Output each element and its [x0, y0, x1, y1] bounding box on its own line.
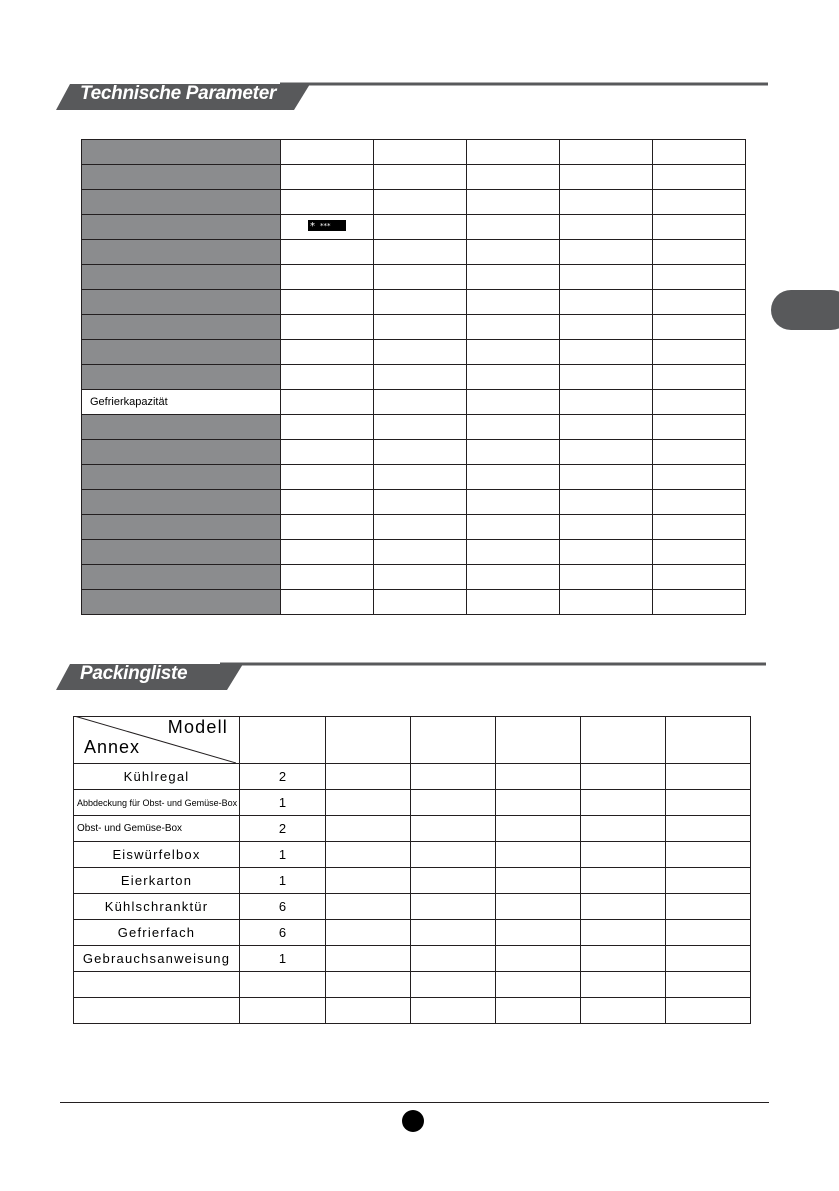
section-banner-packing: [0, 660, 770, 692]
tech-value-cell: [281, 490, 374, 515]
packing-row: [74, 764, 751, 790]
tech-row: [82, 415, 746, 440]
tech-value-cell: [467, 465, 560, 490]
tech-value-cell: [374, 415, 467, 440]
tech-value-cell: [467, 415, 560, 440]
tech-row-label: [82, 265, 281, 290]
tech-value-cell: [281, 190, 374, 215]
packing-empty-cell: [496, 998, 581, 1024]
packing-item-qty: 1: [240, 868, 326, 894]
tech-value-cell: [653, 515, 746, 540]
tech-value-cell: [467, 565, 560, 590]
tech-value-cell: [281, 565, 374, 590]
tech-value-cell: [560, 165, 653, 190]
packing-empty-cell: [666, 868, 751, 894]
tech-value-cell: [374, 565, 467, 590]
tech-value-cell: [281, 215, 374, 240]
tech-row-label: [82, 215, 281, 240]
tech-value-cell: [467, 140, 560, 165]
tech-value-cell: [560, 415, 653, 440]
tech-value-cell: [467, 540, 560, 565]
technical-parameters-table: [81, 139, 746, 615]
packing-row: [74, 920, 751, 946]
tech-row: [82, 140, 746, 165]
tech-value-cell: [467, 515, 560, 540]
tech-row-label: Gefrierkapazität: [82, 390, 281, 415]
packing-empty-cell: [411, 972, 496, 998]
packing-item-qty: 1: [240, 790, 326, 816]
packing-empty-cell: [581, 972, 666, 998]
packing-empty-cell: [326, 998, 411, 1024]
tech-value-cell: [653, 365, 746, 390]
tech-value-cell: [374, 540, 467, 565]
tech-value-cell: [560, 240, 653, 265]
tech-value-cell: [281, 415, 374, 440]
packing-empty-cell: [411, 946, 496, 972]
packing-item-qty: 6: [240, 894, 326, 920]
tech-row: [82, 240, 746, 265]
tech-value-cell: [467, 290, 560, 315]
tech-row-label: [82, 515, 281, 540]
tech-value-cell: [467, 390, 560, 415]
tech-value-cell: [374, 590, 467, 615]
tech-value-cell: [374, 390, 467, 415]
freezer-star-rating-icon: [308, 220, 346, 234]
packing-empty-cell: [666, 764, 751, 790]
tech-row-label: [82, 465, 281, 490]
tech-value-cell: [281, 290, 374, 315]
tech-row: [82, 490, 746, 515]
packing-empty-cell: [496, 920, 581, 946]
tech-value-cell: [467, 165, 560, 190]
packing-item-qty: [240, 972, 326, 998]
tech-value-cell: [281, 340, 374, 365]
tech-row: [82, 290, 746, 315]
tech-value-cell: [374, 365, 467, 390]
packing-row: [74, 842, 751, 868]
packing-empty-cell: [496, 972, 581, 998]
tech-value-cell: [560, 265, 653, 290]
packing-empty-cell: [496, 868, 581, 894]
tech-value-cell: [374, 215, 467, 240]
tech-value-cell: [560, 190, 653, 215]
tech-value-cell: [653, 490, 746, 515]
tech-value-cell: [281, 590, 374, 615]
tech-row: [82, 340, 746, 365]
model-column-header: [666, 717, 751, 764]
packing-empty-cell: [666, 790, 751, 816]
packing-row: [74, 790, 751, 816]
tech-value-cell: [560, 515, 653, 540]
tech-value-cell: [560, 490, 653, 515]
packing-empty-cell: [581, 946, 666, 972]
tech-value-cell: [467, 240, 560, 265]
model-column-header: [581, 717, 666, 764]
tech-value-cell: [653, 165, 746, 190]
packing-empty-cell: [581, 842, 666, 868]
tech-row-label: [82, 340, 281, 365]
packing-empty-cell: [411, 790, 496, 816]
packing-empty-cell: [666, 946, 751, 972]
header-corner-cell: [74, 717, 240, 764]
tech-value-cell: [653, 190, 746, 215]
packing-empty-cell: [581, 790, 666, 816]
tech-value-cell: [467, 315, 560, 340]
tech-value-cell: [281, 515, 374, 540]
tech-value-cell: [281, 315, 374, 340]
tech-value-cell: [560, 340, 653, 365]
packing-empty-cell: [666, 920, 751, 946]
packing-item-name: [74, 998, 240, 1024]
tech-value-cell: [560, 365, 653, 390]
packing-empty-cell: [496, 816, 581, 842]
packing-item-name: Kühlregal: [74, 764, 240, 790]
tech-value-cell: [281, 540, 374, 565]
tech-row: [82, 565, 746, 590]
tech-value-cell: [374, 515, 467, 540]
packing-empty-cell: [666, 816, 751, 842]
tech-value-cell: [653, 390, 746, 415]
tech-value-cell: [467, 340, 560, 365]
tech-value-cell: [467, 365, 560, 390]
tech-row-label: [82, 590, 281, 615]
tech-value-cell: [281, 265, 374, 290]
tech-value-cell: [653, 315, 746, 340]
tech-value-cell: [560, 590, 653, 615]
tech-value-cell: [281, 390, 374, 415]
tech-row-label: [82, 190, 281, 215]
packing-item-name: Obst- und Gemüse-Box: [74, 816, 240, 842]
tech-row: [82, 465, 746, 490]
tech-row: [82, 165, 746, 190]
tech-value-cell: [560, 140, 653, 165]
tech-row-label: [82, 540, 281, 565]
packing-empty-cell: [411, 764, 496, 790]
packing-empty-cell: [326, 868, 411, 894]
tech-value-cell: [374, 315, 467, 340]
tech-value-cell: [467, 490, 560, 515]
packing-item-name: [74, 972, 240, 998]
packing-empty-cell: [326, 816, 411, 842]
packing-item-qty: 1: [240, 946, 326, 972]
packing-item-name: Eierkarton: [74, 868, 240, 894]
tech-value-cell: [374, 440, 467, 465]
packing-item-name: Gefrierfach: [74, 920, 240, 946]
tech-value-cell: [560, 215, 653, 240]
packing-empty-cell: [326, 842, 411, 868]
packing-row: [74, 816, 751, 842]
tech-row-label: [82, 240, 281, 265]
tech-value-cell: [653, 340, 746, 365]
tech-value-cell: [281, 165, 374, 190]
packing-item-name: Abbdeckung für Obst- und Gemüse-Box: [74, 790, 240, 816]
packing-item-qty: [240, 998, 326, 1024]
packing-item-name: Eiswürfelbox: [74, 842, 240, 868]
side-tab-marker: [771, 290, 839, 330]
packing-empty-cell: [411, 816, 496, 842]
tech-value-cell: [374, 265, 467, 290]
tech-row-label: [82, 140, 281, 165]
tech-row: [82, 440, 746, 465]
tech-value-cell: [467, 440, 560, 465]
tech-value-cell: [653, 240, 746, 265]
packing-empty-cell: [666, 998, 751, 1024]
packing-item-name: Gebrauchsanweisung: [74, 946, 240, 972]
tech-row: [82, 590, 746, 615]
packing-header-row: [74, 717, 751, 764]
packing-list-table: [73, 716, 751, 1024]
tech-value-cell: [560, 565, 653, 590]
packing-empty-cell: [411, 868, 496, 894]
tech-row: [82, 265, 746, 290]
tech-value-cell: [653, 565, 746, 590]
tech-row-label: [82, 440, 281, 465]
section-title-packing: Packingliste: [80, 663, 188, 684]
svg-text:***: ***: [320, 222, 331, 230]
tech-row-label: [82, 490, 281, 515]
tech-value-cell: [467, 590, 560, 615]
section-banner-technical: [0, 80, 770, 112]
tech-value-cell: [374, 190, 467, 215]
header-annex: Annex: [84, 737, 141, 757]
packing-row: [74, 946, 751, 972]
tech-row-label: [82, 415, 281, 440]
packing-empty-cell: [326, 920, 411, 946]
model-column-header: [240, 717, 326, 764]
tech-value-cell: [281, 365, 374, 390]
tech-value-cell: [374, 290, 467, 315]
packing-empty-cell: [326, 894, 411, 920]
packing-empty-cell: [496, 790, 581, 816]
tech-value-cell: [653, 140, 746, 165]
packing-row: [74, 998, 751, 1024]
tech-row-label: [82, 315, 281, 340]
tech-row-label: [82, 165, 281, 190]
tech-row: [82, 365, 746, 390]
tech-value-cell: [653, 440, 746, 465]
packing-item-qty: 6: [240, 920, 326, 946]
tech-value-cell: [560, 540, 653, 565]
tech-value-cell: [374, 490, 467, 515]
tech-value-cell: [653, 265, 746, 290]
packing-empty-cell: [581, 894, 666, 920]
tech-row-label: [82, 565, 281, 590]
packing-empty-cell: [581, 816, 666, 842]
packing-row: [74, 972, 751, 998]
tech-value-cell: [374, 340, 467, 365]
packing-empty-cell: [581, 998, 666, 1024]
tech-value-cell: [281, 240, 374, 265]
packing-empty-cell: [666, 842, 751, 868]
packing-empty-cell: [666, 972, 751, 998]
tech-value-cell: [560, 315, 653, 340]
tech-row: [82, 190, 746, 215]
tech-value-cell: [560, 290, 653, 315]
tech-row: [82, 315, 746, 340]
tech-value-cell: [374, 165, 467, 190]
packing-empty-cell: [411, 842, 496, 868]
footer-rule: [60, 1102, 769, 1103]
tech-row-label: [82, 290, 281, 315]
tech-value-cell: [281, 440, 374, 465]
packing-empty-cell: [411, 998, 496, 1024]
packing-empty-cell: [581, 868, 666, 894]
tech-value-cell: [653, 465, 746, 490]
tech-row: [82, 540, 746, 565]
model-column-header: [326, 717, 411, 764]
packing-empty-cell: [496, 946, 581, 972]
model-column-header: [496, 717, 581, 764]
tech-value-cell: [653, 215, 746, 240]
tech-value-cell: [467, 265, 560, 290]
packing-empty-cell: [411, 894, 496, 920]
section-title-technical: Technische Parameter: [80, 83, 277, 104]
tech-value-cell: [653, 540, 746, 565]
packing-empty-cell: [496, 842, 581, 868]
packing-item-name: Kühlschranktür: [74, 894, 240, 920]
tech-value-cell: [281, 465, 374, 490]
packing-empty-cell: [326, 764, 411, 790]
tech-value-cell: [374, 465, 467, 490]
tech-value-cell: [467, 190, 560, 215]
header-modell: Modell: [167, 717, 228, 737]
packing-empty-cell: [666, 894, 751, 920]
model-column-header: [411, 717, 496, 764]
tech-value-cell: [281, 140, 374, 165]
tech-value-cell: [653, 415, 746, 440]
tech-value-cell: [374, 140, 467, 165]
tech-value-cell: [560, 390, 653, 415]
packing-item-qty: 2: [240, 816, 326, 842]
packing-empty-cell: [411, 920, 496, 946]
packing-empty-cell: [326, 972, 411, 998]
packing-empty-cell: [326, 946, 411, 972]
tech-row: [82, 515, 746, 540]
tech-value-cell: [467, 215, 560, 240]
packing-empty-cell: [496, 894, 581, 920]
packing-item-qty: 2: [240, 764, 326, 790]
tech-value-cell: [560, 440, 653, 465]
tech-value-cell: [374, 240, 467, 265]
tech-row-label: [82, 365, 281, 390]
tech-value-cell: [560, 465, 653, 490]
packing-item-qty: 1: [240, 842, 326, 868]
packing-empty-cell: [326, 790, 411, 816]
tech-row: [82, 390, 746, 415]
packing-row: [74, 868, 751, 894]
tech-row: [82, 215, 746, 240]
tech-value-cell: [653, 290, 746, 315]
packing-empty-cell: [496, 764, 581, 790]
tech-value-cell: [653, 590, 746, 615]
svg-text:*: *: [310, 221, 315, 231]
page-number-dot: [402, 1110, 424, 1132]
packing-empty-cell: [581, 920, 666, 946]
packing-row: [74, 894, 751, 920]
packing-empty-cell: [581, 764, 666, 790]
